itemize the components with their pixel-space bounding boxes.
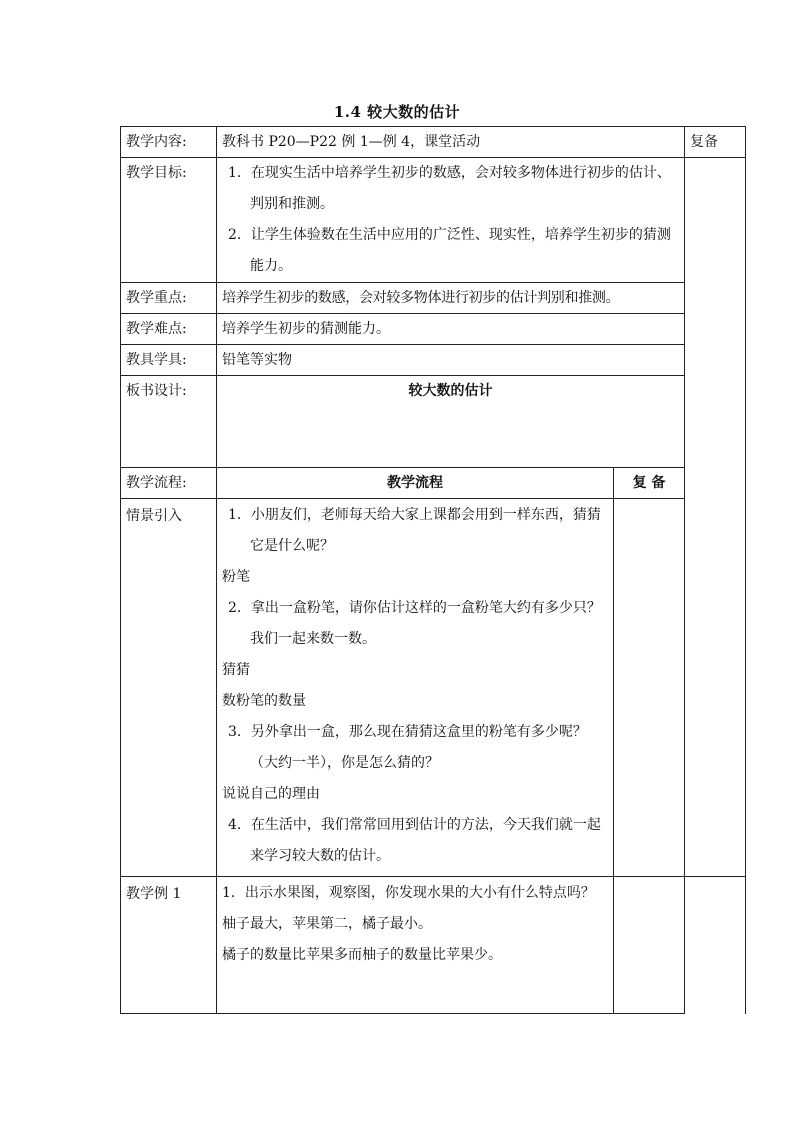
lesson-plan-table [120,126,746,1014]
example1-line: 橘子的数量比苹果多而柚子的数量比苹果少。 [222,947,502,963]
key-point-label: 教学重点: [121,283,217,314]
row-intro [121,499,746,877]
content-label: 教学内容: [121,127,217,158]
row-goals [121,158,746,283]
goal-item: 2．让学生体验数在生活中应用的广泛性、现实性，培养学生初步的猜测能力。 [228,227,671,274]
tools-value: 铅笔等实物 [217,345,685,376]
tools-label: 教具学具: [121,345,217,376]
row-key-point [121,283,746,314]
row-content [121,127,746,158]
intro-line: 1．小朋友们，老师每天给大家上课都会用到一样东西，猜猜它是什么呢？ [228,507,601,554]
goals-list [217,158,685,283]
row-board [121,376,746,468]
review-header: 复备 [685,127,746,158]
board-label: 板书设计: [121,376,217,468]
flow-label: 教学流程: [121,468,217,499]
review-column [685,158,746,877]
row-flow-header [121,468,746,499]
row-example1 [121,877,746,1014]
goals-label: 教学目标: [121,158,217,283]
flow-title: 教学流程 [217,468,614,499]
example1-content [217,877,614,1014]
intro-review [614,499,685,877]
intro-line: 3．另外拿出一盒，那么现在猜猜这盒里的粉笔有多少呢？（大约一半），你是怎么猜的？ [228,724,587,771]
content-value: 教科书 P20—P22 例 1—例 4，课堂活动 [217,127,685,158]
difficulty-value: 培养学生初步的猜测能力。 [217,314,685,345]
example1-line: 柚子最大，苹果第二，橘子最小。 [222,916,432,932]
intro-content [217,499,614,877]
intro-line: 2．拿出一盒粉笔，请你估计这样的一盒粉笔大约有多少只？我们一起来数一数。 [228,600,601,647]
intro-line: 说说自己的理由 [222,786,320,802]
intro-line: 数粉笔的数量 [222,693,306,709]
intro-line: 猜猜 [222,662,250,678]
key-point-value: 培养学生初步的数感，会对较多物体进行初步的估计判别和推测。 [217,283,685,314]
difficulty-label: 教学难点: [121,314,217,345]
flow-review: 复 备 [614,468,685,499]
example1-review [614,877,685,1014]
row-difficulty [121,314,746,345]
example1-label: 教学例 1 [121,877,217,1014]
row-tools [121,345,746,376]
board-value: 较大数的估计 [217,376,685,468]
intro-label: 情景引入 [121,499,217,877]
page-title: 1.4 较大数的估计 [333,103,461,121]
intro-line: 4．在生活中，我们常常回用到估计的方法，今天我们就一起来学习较大数的估计。 [228,817,601,864]
intro-line: 粉笔 [222,569,250,585]
example1-line: 1．出示水果图，观察图，你发现水果的大小有什么特点吗？ [222,885,595,901]
goal-item: 1．在现实生活中培养学生初步的数感，会对较多物体进行初步的估计、判别和推测。 [228,165,671,212]
